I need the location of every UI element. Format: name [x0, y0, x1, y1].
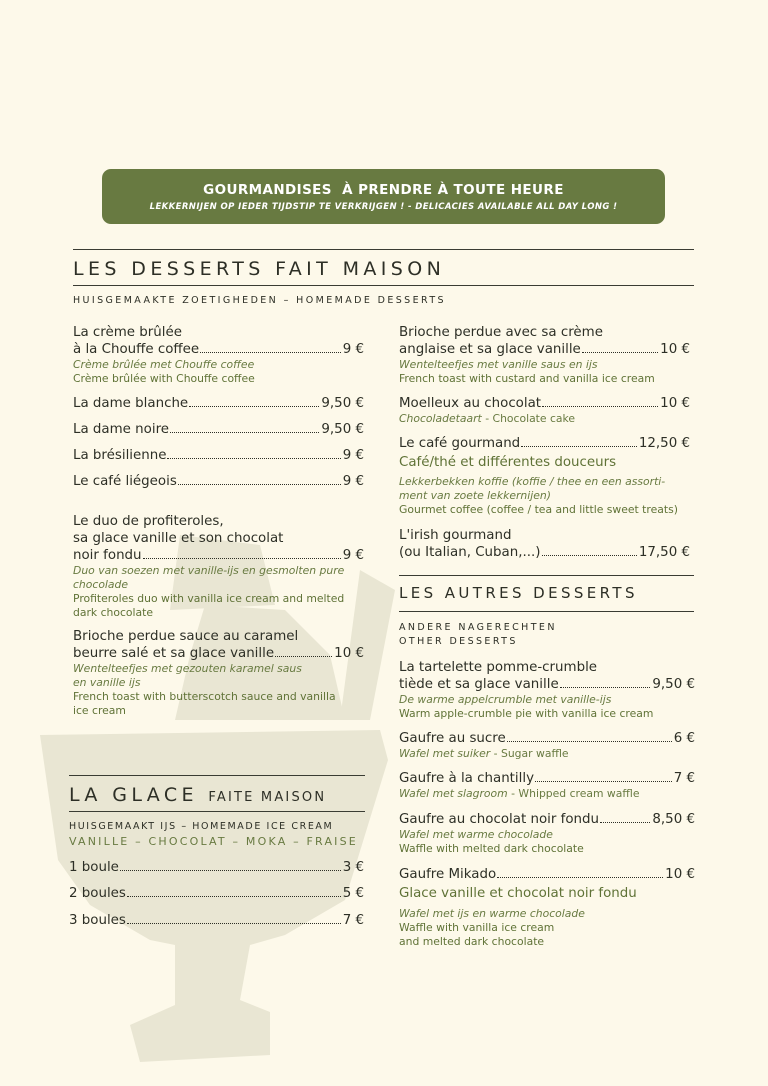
desserts-subtitle: HUISGEMAAKTE ZOETIGHEDEN – HOMEMADE DESSERTS — [73, 295, 446, 306]
dame-noire-price: 9,50 € — [321, 422, 364, 437]
autres-title: LES AUTRES DESSERTS — [399, 584, 638, 602]
gaufre-chocolat-nl: Wafel met warme chocolade — [399, 828, 553, 841]
banner-subtitle: LEKKERNIJEN OP IEDER TIJDSTIP TE VERKRIJGEN ! - DELICACIES AVAILABLE ALL DAY LONG ! — [149, 202, 618, 212]
brioche-creme-item — [399, 324, 690, 386]
cafe-liegeois-price: 9 € — [342, 474, 364, 489]
bresilienne-name: La brésilienne — [73, 448, 167, 463]
cafe-gourmand-item — [399, 435, 690, 517]
autres-subtitle-2: OTHER DESSERTS — [399, 636, 518, 647]
glace-item-3-price: 7 € — [342, 913, 364, 928]
moelleux-nl: Chocoladetaart — [399, 412, 482, 425]
brioche-creme-name-1: Brioche perdue avec sa crème — [399, 325, 603, 340]
cafe-liegeois-item — [73, 473, 364, 490]
brioche-caramel-name-2: beurre salé et sa glace vanille — [73, 646, 275, 661]
dame-noire-item — [73, 421, 364, 438]
gaufre-sucre-name: Gaufre au sucre — [399, 731, 506, 746]
brioche-caramel-name-1: Brioche perdue sauce au caramel — [73, 629, 299, 644]
cafe-gourmand-name: Le café gourmand — [399, 436, 521, 451]
glace-item-2-price: 5 € — [342, 886, 364, 901]
gaufre-chantilly-nl: Wafel met slagroom — [399, 787, 508, 800]
gaufre-chantilly-en: - Whipped cream waffle — [507, 787, 640, 800]
desserts-title: LES DESSERTS FAIT MAISON — [73, 258, 446, 280]
moelleux-name: Moelleux au chocolat — [399, 396, 542, 411]
profiteroles-nl-2: chocolade — [73, 578, 129, 591]
glace-item-3 — [69, 912, 364, 929]
profiteroles-item — [73, 513, 364, 620]
brioche-caramel-en-2: ice cream — [73, 704, 126, 717]
gaufre-chocolat-en: Waffle with melted dark chocolate — [399, 842, 584, 855]
profiteroles-name-1: Le duo de profiteroles, — [73, 514, 224, 529]
glace-top-rule — [69, 775, 365, 776]
gaufre-chocolat-name: Gaufre au chocolat noir fondu — [399, 812, 600, 827]
gaufre-mikado-name: Gaufre Mikado — [399, 867, 497, 882]
glace-subtitle: HUISGEMAAKT IJS – HOMEMADE ICE CREAM — [69, 821, 334, 832]
profiteroles-nl-1: Duo van soezen met vanille-ijs en gesmolten pure — [73, 564, 345, 577]
irish-gourmand-item — [399, 527, 690, 561]
gaufre-mikado-sub: Glace vanille et chocolat noir fondu — [399, 886, 637, 901]
brioche-caramel-nl-2: en vanille ijs — [73, 676, 141, 689]
brioche-caramel-item — [73, 628, 364, 718]
cafe-gourmand-nl-1: Lekkerbekken koffie (koffie / thee en een assorti- — [399, 475, 666, 488]
cafe-gourmand-en: Gourmet coffee (coffee / tea and little sweet treats) — [399, 503, 678, 516]
brioche-creme-price: 10 € — [660, 342, 690, 357]
creme-brulee-price: 9 € — [342, 342, 364, 357]
cafe-gourmand-sub: Café/thé et différentes douceurs — [399, 455, 617, 470]
desserts-bottom-rule — [73, 285, 694, 286]
profiteroles-en-2: dark chocolate — [73, 606, 154, 619]
brioche-caramel-nl-1: Wentelteefjes met gezouten karamel saus — [73, 662, 302, 675]
tartelette-name-2: tiède et sa glace vanille — [399, 677, 559, 692]
glace-item-1 — [69, 859, 364, 876]
cafe-liegeois-name: Le café liégeois — [73, 474, 177, 489]
moelleux-price: 10 € — [660, 396, 690, 411]
dame-blanche-price: 9,50 € — [321, 396, 364, 411]
tartelette-name-1: La tartelette pomme-crumble — [399, 660, 598, 675]
autres-bottom-rule — [399, 611, 694, 612]
bresilienne-item — [73, 447, 364, 464]
brioche-creme-en: French toast with custard and vanilla ice cream — [399, 372, 655, 385]
bresilienne-price: 9 € — [342, 448, 364, 463]
profiteroles-name-3: noir fondu — [73, 548, 142, 563]
glace-item-2-name: 2 boules — [69, 886, 126, 901]
autres-top-rule — [399, 575, 694, 576]
autres-subtitle-1: ANDERE NAGERECHTEN — [399, 622, 557, 633]
dame-blanche-name: La dame blanche — [73, 396, 189, 411]
brioche-caramel-price: 10 € — [334, 646, 364, 661]
cafe-gourmand-price: 12,50 € — [638, 436, 690, 451]
gaufre-sucre-item — [399, 730, 695, 761]
all-day-banner — [102, 169, 665, 224]
creme-brulee-name: La crème brûlée — [73, 325, 182, 340]
tartelette-item — [399, 659, 695, 721]
gaufre-sucre-en: - Sugar waffle — [490, 747, 569, 760]
gaufre-sucre-price: 6 € — [673, 731, 695, 746]
glace-flavours: VANILLE – CHOCOLAT – MOKA – FRAISE — [69, 835, 358, 848]
glace-item-3-name: 3 boules — [69, 913, 126, 928]
profiteroles-en-1: Profiteroles duo with vanilla ice cream and melted — [73, 592, 345, 605]
brioche-creme-nl: Wentelteefjes met vanille saus en ijs — [399, 358, 598, 371]
irish-gourmand-name-2: (ou Italian, Cuban,...) — [399, 545, 541, 560]
glace-item-1-price: 3 € — [342, 860, 364, 875]
irish-gourmand-price: 17,50 € — [638, 545, 690, 560]
profiteroles-name-2: sa glace vanille et son chocolat — [73, 531, 284, 546]
glace-bottom-rule — [69, 811, 365, 812]
gaufre-sucre-nl: Wafel met suiker — [399, 747, 491, 760]
creme-brulee-nl: Crème brûlée met Chouffe coffee — [73, 358, 255, 371]
creme-brulee-en: Crème brûlée with Chouffe coffee — [73, 372, 255, 385]
creme-brulee-item — [73, 324, 364, 386]
glace-title — [69, 784, 326, 806]
gaufre-mikado-price: 10 € — [665, 867, 695, 882]
brioche-creme-name-2: anglaise et sa glace vanille — [399, 342, 581, 357]
moelleux-item — [399, 395, 690, 426]
profiteroles-price: 9 € — [342, 548, 364, 563]
gaufre-chocolat-price: 8,50 € — [652, 812, 695, 827]
banner-title: GOURMANDISES À PRENDRE À TOUTE HEURE — [203, 182, 564, 198]
gaufre-chantilly-name: Gaufre à la chantilly — [399, 771, 535, 786]
tartelette-price: 9,50 € — [652, 677, 695, 692]
brioche-caramel-en-1: French toast with butterscotch sauce and vanilla — [73, 690, 336, 703]
gaufre-chantilly-price: 7 € — [673, 771, 695, 786]
desserts-top-rule — [73, 249, 694, 250]
glace-item-1-name: 1 boule — [69, 860, 119, 875]
creme-brulee-name-2: à la Chouffe coffee — [73, 342, 200, 357]
dame-noire-name: La dame noire — [73, 422, 170, 437]
gaufre-mikado-en-2: and melted dark chocolate — [399, 935, 545, 948]
glace-title-main: LA GLACE — [69, 784, 198, 806]
glace-item-2 — [69, 885, 364, 902]
gaufre-mikado-nl: Wafel met ijs en warme chocolade — [399, 907, 585, 920]
gaufre-mikado-en-1: Waffle with vanilla ice cream — [399, 921, 555, 934]
irish-gourmand-name-1: L'irish gourmand — [399, 528, 512, 543]
glace-title-small: FAITE MAISON — [208, 790, 327, 805]
tartelette-nl: De warme appelcrumble met vanille-ijs — [399, 693, 612, 706]
gaufre-mikado-item — [399, 866, 695, 949]
cafe-gourmand-nl-2: ment van zoete lekkernijen) — [399, 489, 551, 502]
dame-blanche-item — [73, 395, 364, 412]
tartelette-en: Warm apple-crumble pie with vanilla ice cream — [399, 707, 654, 720]
gaufre-chocolat-item — [399, 811, 695, 856]
moelleux-en: - Chocolate cake — [481, 412, 576, 425]
gaufre-chantilly-item — [399, 770, 695, 801]
